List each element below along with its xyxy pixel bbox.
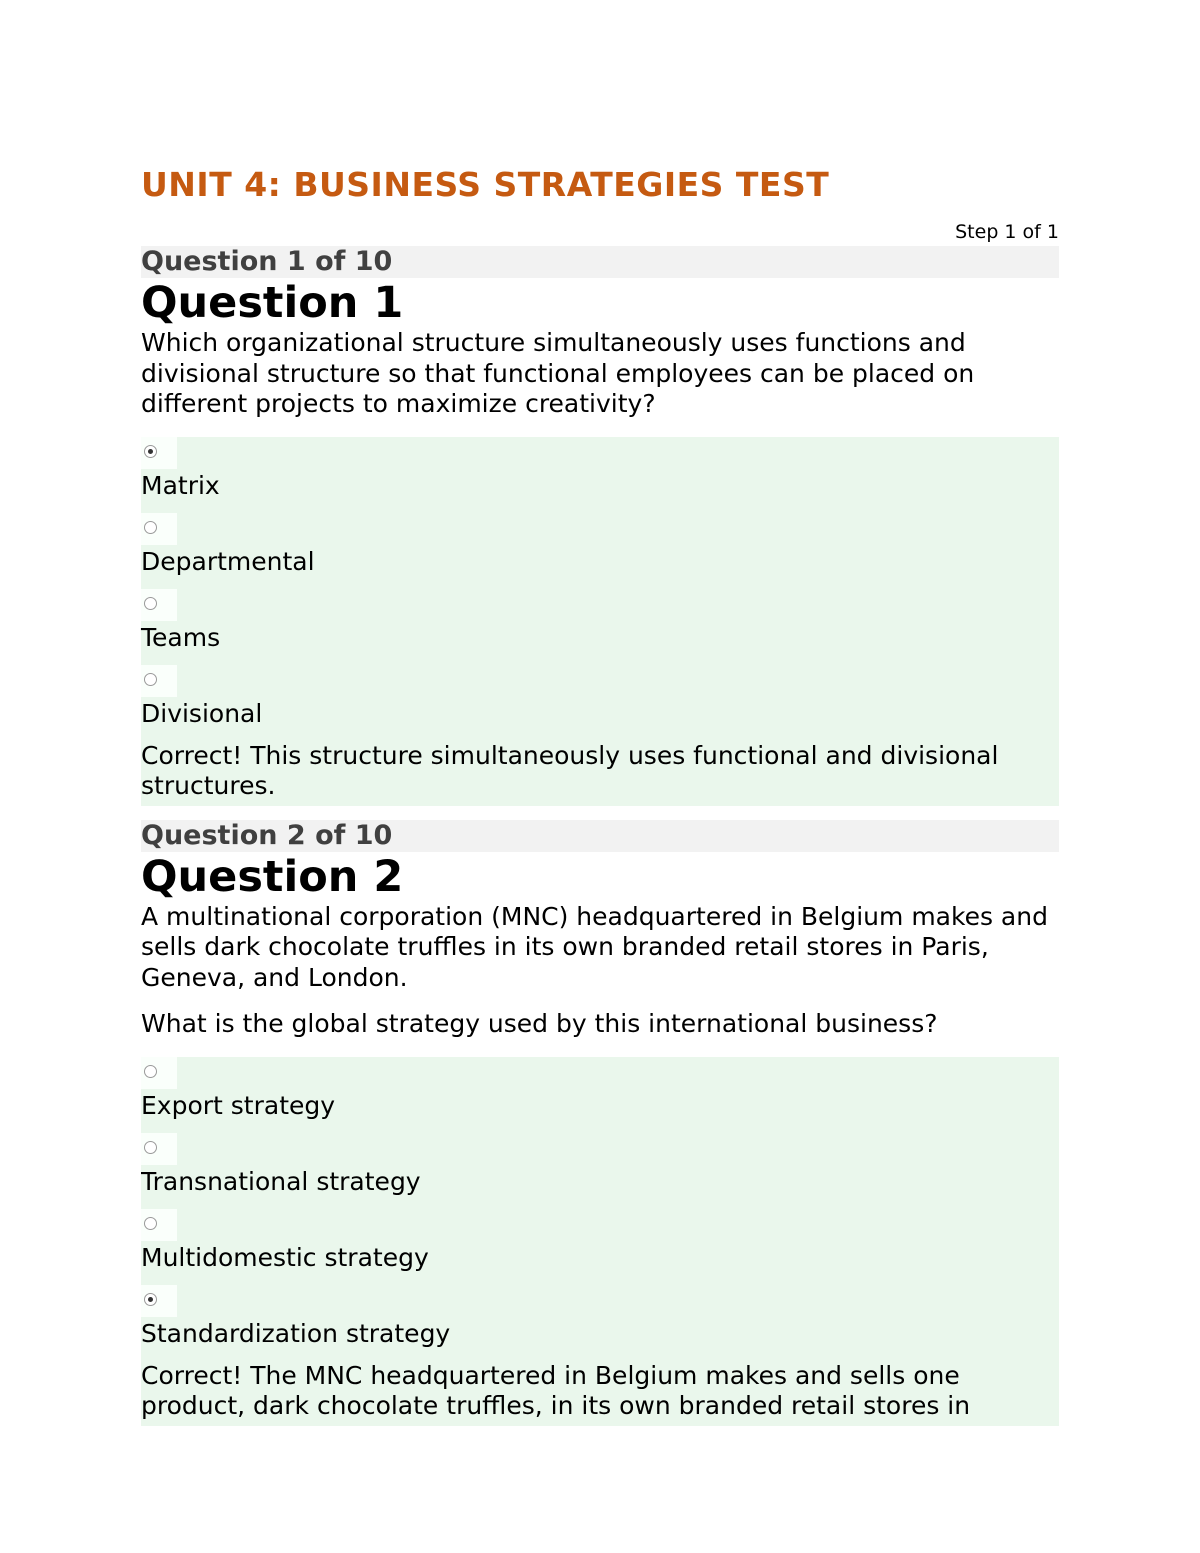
answer-feedback: Correct! This structure simultaneously uses functional and divisional structures.	[141, 740, 999, 800]
answer-option[interactable]	[141, 513, 1059, 577]
option-label: Divisional	[141, 698, 263, 728]
radio-button[interactable]	[144, 1217, 157, 1230]
option-label: Departmental	[141, 546, 315, 576]
answer-option[interactable]	[141, 1133, 1059, 1197]
option-label: Export strategy	[141, 1090, 336, 1120]
answer-options	[141, 437, 1059, 806]
answer-option[interactable]	[141, 437, 1059, 501]
radio-button-selected[interactable]	[144, 1293, 157, 1306]
radio-cell	[141, 665, 177, 697]
question-2	[141, 820, 1059, 1426]
question-prompt: A multinational corporation (MNC) headquartered in Belgium makes and sells dark chocolate truffles in its own branded retail stores in Paris, Geneva, and London.	[141, 901, 1048, 992]
question-heading: Question 1	[141, 278, 404, 328]
radio-cell	[141, 437, 177, 469]
answer-option[interactable]	[141, 1057, 1059, 1121]
document-content	[141, 160, 1059, 1426]
radio-button[interactable]	[144, 673, 157, 686]
answer-option[interactable]	[141, 1209, 1059, 1273]
radio-cell	[141, 513, 177, 545]
question-prompt: Which organizational structure simultaneously uses functions and divisional structure so that functional employees can be placed on different projects to maximize creativity?	[141, 328, 975, 418]
step-indicator: Step 1 of 1	[955, 221, 1059, 243]
answer-option[interactable]	[141, 1285, 1059, 1349]
option-label: Standardization strategy	[141, 1318, 451, 1348]
radio-button-selected[interactable]	[144, 445, 157, 458]
answer-feedback: Correct! The MNC headquartered in Belgium makes and sells one product, dark chocolate truffles, in its own branded retail stores in	[141, 1360, 971, 1420]
question-1	[141, 246, 1059, 806]
question-counter: Question 1 of 10	[141, 246, 1059, 278]
radio-cell	[141, 1133, 177, 1165]
answer-option[interactable]	[141, 665, 1059, 729]
radio-cell	[141, 1057, 177, 1089]
radio-cell	[141, 589, 177, 621]
answer-option[interactable]	[141, 589, 1059, 653]
question-heading: Question 2	[141, 851, 404, 902]
option-label: Multidomestic strategy	[141, 1242, 429, 1272]
radio-cell	[141, 1285, 177, 1317]
radio-button[interactable]	[144, 521, 157, 534]
radio-button[interactable]	[144, 1141, 157, 1154]
question-prompt-secondary: What is the global strategy used by this international business?	[141, 1009, 938, 1038]
option-label: Teams	[141, 622, 221, 652]
radio-button[interactable]	[144, 1065, 157, 1078]
option-label: Matrix	[141, 470, 220, 500]
question-counter: Question 2 of 10	[141, 820, 1059, 852]
option-label: Transnational strategy	[141, 1166, 421, 1196]
radio-button[interactable]	[144, 597, 157, 610]
radio-cell	[141, 1209, 177, 1241]
document-title: UNIT 4: BUSINESS STRATEGIES TEST	[141, 165, 830, 204]
answer-options	[141, 1057, 1059, 1426]
